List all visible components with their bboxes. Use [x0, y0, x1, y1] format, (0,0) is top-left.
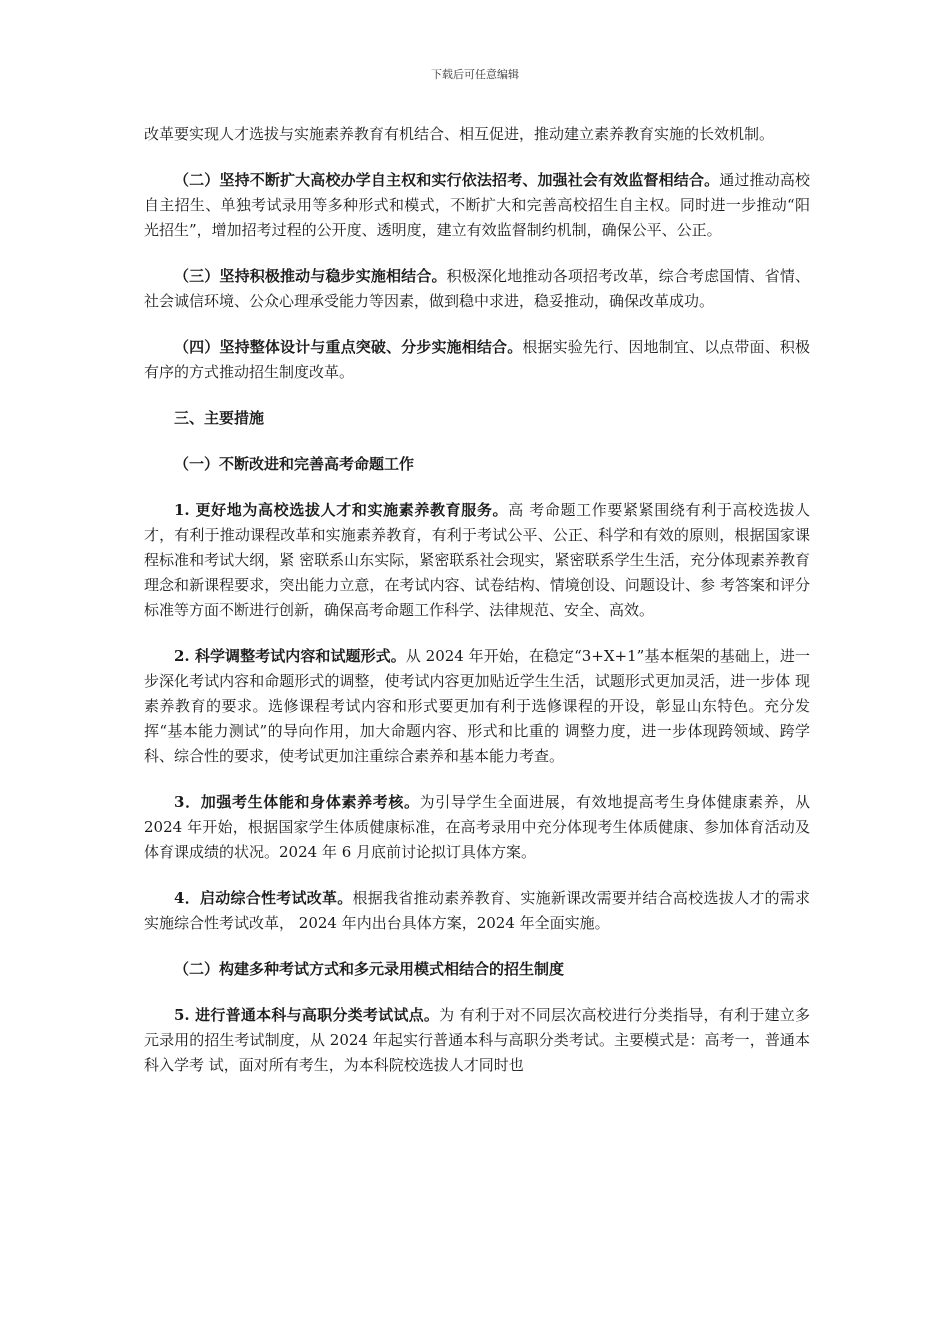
paragraph	[144, 335, 810, 385]
paragraph-heading: 4．启动综合性考试改革。	[174, 889, 353, 907]
subsection-title: （二）构建多种考试方式和多元录用模式相结合的招生制度	[174, 960, 565, 978]
paragraph-text: 改革要实现人才选拔与实施素养教育有机结合、相互促进，推动建立素养教育实施的长效机制。	[144, 125, 775, 143]
paragraph	[144, 168, 810, 243]
section-title: 三、主要措施	[174, 409, 265, 427]
paragraph-heading: （二）坚持不断扩大高校办学自主权和实行依法招考、加强社会有效监督相结合。	[174, 171, 720, 189]
paragraph-text: 为 有利于对不同层次高校进行分类指导，有利于建立多元录用的招生考试制度，从 2024 年起实行普通本科与高职分类考试。主要模式是：高考一，普通本科入学考 试，面对所有考生，为本科院校选拔人才同时也	[144, 1006, 810, 1074]
paragraph-heading: 1. 更好地为高校选拔人才和实施素养教育服务。	[174, 501, 509, 519]
paragraph-heading: （四）坚持整体设计与重点突破、分步实施相结合。	[174, 338, 523, 356]
paragraph	[144, 644, 810, 769]
section-heading	[144, 406, 810, 431]
document-body	[144, 122, 810, 1099]
paragraph	[144, 498, 810, 623]
paragraph	[144, 264, 810, 314]
paragraph	[144, 790, 810, 865]
paragraph	[144, 886, 810, 936]
paragraph-heading: （三）坚持积极推动与稳步实施相结合。	[174, 267, 447, 285]
paragraph-heading: 5. 进行普通本科与高职分类考试试点。	[174, 1006, 440, 1024]
subsection-title: （一）不断改进和完善高考命题工作	[174, 455, 415, 473]
paragraph-text: 根据我省推动素养教育、实施新课改需要并结合高校选拔人才的需求实施综合性考试改革， 2024 年内出台具体方案，2024 年全面实施。	[144, 889, 810, 932]
paragraph-text: 积极深化地推动各项招考改革，综合考虑国情、省情、社会诚信环境、公众心理承受能力等因素，做到稳中求进，稳妥推动，确保改革成功。	[144, 267, 810, 310]
paragraph-text: 根据实验先行、因地制宜、以点带面、积极有序的方式推动招生制度改革。	[144, 338, 810, 381]
paragraph-text: 从 2024 年开始，在稳定“3+X+1”基本框架的基础上，进一步深化考试内容和命题形式的调整，使考试内容更加贴近学生生活，试题形式更加灵活，进一步体 现素养教育的要求。选修课程考试内容和形式要更加有利于选修课程的开设，彰显山东特色。充分发挥“基本能力测试”的导向作用，加大命题内容、形式和比重的 调整力度，进一步体现跨领域、跨学科、综合性的要求，使考试更加注重综合素养和基本能力考查。	[144, 647, 810, 765]
paragraph-heading: 3．加强考生体能和身体素养考核。	[174, 793, 420, 811]
paragraph-text: 为引导学生全面进展，有效地提高考生身体健康素养，从 2024 年开始，根据国家学生体质健康标准，在高考录用中充分体现考生体质健康、参加体育活动及体育课成绩的状况。2024 年 6 月底前讨论拟订具体方案。	[144, 793, 810, 861]
paragraph	[144, 122, 810, 147]
paragraph-text: 通过推动高校自主招生、单独考试录用等多种形式和模式，不断扩大和完善高校招生自主权。同时进一步推动“阳光招生”，增加招考过程的公开度、透明度，建立有效监督制约机制，确保公平、公正。	[144, 171, 810, 239]
page-header: 下载后可任意编辑	[431, 68, 519, 81]
paragraph-heading: 2. 科学调整考试内容和试题形式。	[174, 647, 406, 665]
paragraph	[144, 1003, 810, 1078]
subsection-heading	[144, 452, 810, 477]
subsection-heading	[144, 957, 810, 982]
paragraph-text: 高 考命题工作要紧紧围绕有利于高校选拔人才，有利于推动课程改革和实施素养教育，有利于考试公平、公正、科学和有效的原则，根据国家课程标准和考试大纲，紧 密联系山东实际，紧密联系社会现实，紧密联系学生生活，充分体现素养教育理念和新课程要求，突出能力立意，在考试内容、试卷结构、情境创设、问题设计、参 考答案和评分标准等方面不断进行创新，确保高考命题工作科学、法律规范、安全、高效。	[144, 501, 810, 619]
